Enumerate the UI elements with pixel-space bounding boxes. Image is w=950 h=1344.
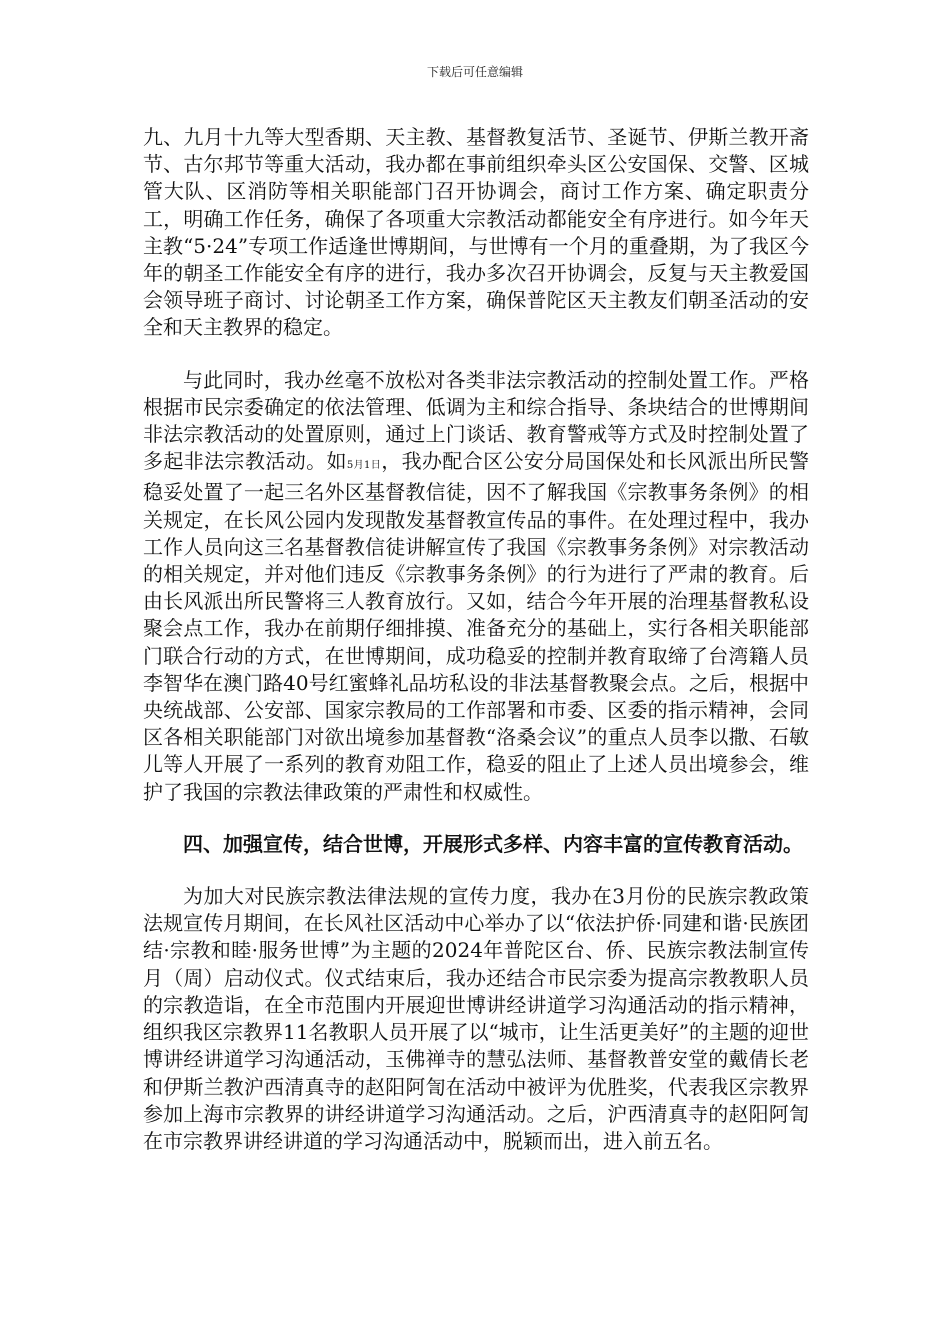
page-header: 下载后可任意编辑 [426,65,523,79]
paragraph-date: 5月1日 [346,460,382,472]
paragraph-publicity: 为加大对民族宗教法律法规的宣传力度，我办在3月份的民族宗教政策法规宣传月期间，在长风社区活动中心举办了以“依法护侨·同建和谐·民族团结·宗教和睦·服务世博”为主题的2024年普陀区台、侨、民族宗教法制宣传月（周）启动仪式。仪式结束后，我办还结合市民宗委为提高宗教教职人员的宗教造诣，在全市范围内开展迎世博讲经讲道学习沟通活动的指示精神，组织我区宗教界11名教职人员开展了以“城市，让生活更美好”的主题的迎世博讲经讲道学习沟通活动，玉佛禅寺的慧弘法师、基督教普安堂的戴倩长老和伊斯兰教沪西清真寺的赵阳阿訇在活动中被评为优胜奖，代表我区宗教界参加上海市宗教界的讲经讲道学习沟通活动。之后，沪西清真寺的赵阳阿訇在市宗教界讲经讲道的学习沟通活动中，脱颖而出，进入前五名。 [143,884,809,1153]
document-body [143,124,809,1155]
section-heading: 四、加强宣传，结合世博，开展形式多样、内容丰富的宣传教育活动。 [183,831,803,856]
paragraph-continuation: 九、九月十九等大型香期、天主教、基督教复活节、圣诞节、伊斯兰教开斋节、古尔邦节等重大活动，我办都在事前组织牵头区公安国保、交警、区城管大队、区消防等相关职能部门召开协调会，商讨工作方案、确定职责分工，明确工作任务，确保了各项重大宗教活动都能安全有序进行。如今年天主教“5·24”专项工作适逢世博期间，与世博有一个月的重叠期，为了我区今年的朝圣工作能安全有序的进行，我办多次召开协调会，反复与天主教爱国会领导班子商讨、讨论朝圣工作方案，确保普陀区天主教友们朝圣活动的安全和天主教界的稳定。 [143,125,809,340]
paragraph-illegal-activities [143,367,809,806]
paragraph-text-part-1: 与此同时，我办丝毫不放松对各类非法宗教活动的控制处置工作。严格根据市民宗委确定的依法管理、低调为主和综合指导、条块结合的世博期间非法宗教活动的处置原则，通过上门谈话、教育警戒等方式及时控制处置了多起非法宗教活动。如 [143,367,809,474]
paragraph-text-part-2: ，我办配合区公安分局国保处和长风派出所民警稳妥处置了一起三名外区基督教信徒，因不了解我国《宗教事务条例》的相关规定，在长风公园内发现散发基督教宣传品的事件。在处理过程中，我办工作人员向这三名基督教信徒讲解宣传了我国《宗教事务条例》对宗教活动的相关规定，并对他们违反《宗教事务条例》的行为进行了严肃的教育。后由长风派出所民警将三人教育放行。又如，结合今年开展的治理基督教私设聚会点工作，我办在前期仔细排摸、准备充分的基础上，实行各相关职能部门联合行动的方式，在世博期间，成功稳妥的控制并教育取缔了台湾籍人员李智华在澳门路40号红蜜蜂礼品坊私设的非法基督教聚会点。之后，根据中央统战部、公安部、国家宗教局的工作部署和市委、区委的指示精神，会同区各相关职能部门对欲出境参加基督教“洛桑会议”的重点人员李以撒、石敏儿等人开展了一系列的教育劝阻工作，稳妥的阻止了上述人员出境参会，维护了我国的宗教法律政策的严肃性和权威性。 [143,449,810,804]
